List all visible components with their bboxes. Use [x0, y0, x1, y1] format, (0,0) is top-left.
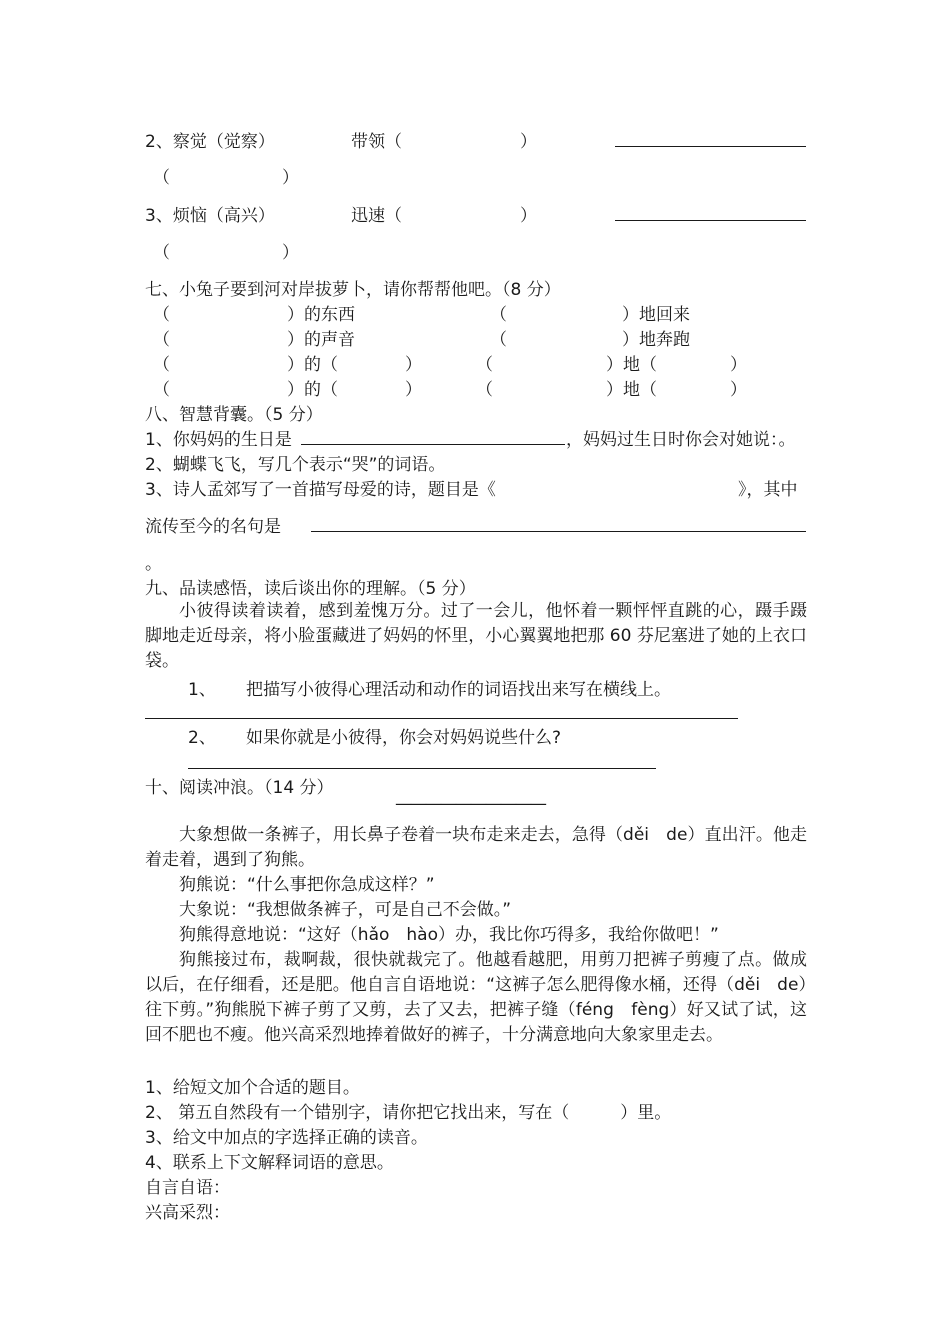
q8-2-text: 2、蝴蝶飞飞，写几个表示“哭”的词语。 [145, 455, 446, 475]
q9-2-answer-line[interactable] [188, 768, 656, 769]
s7-r4-r-text: ）地（ [606, 380, 657, 400]
q10-3-text: 3、给文中加点的字选择正确的读音。 [145, 1128, 428, 1148]
section8-title: 八、智慧背囊。（5 分） [145, 405, 323, 425]
q6-2-cont-close: ） [282, 168, 299, 188]
q6-3-cont-open: （ [153, 243, 170, 263]
q8-1-prefix: 1、你妈妈的生日是 [145, 430, 292, 450]
q10-2-text: 2、 第五自然段有一个错别字，请你把它找出来，写在（ ）里。 [145, 1103, 672, 1123]
story-paragraph-4: 狗熊得意地说：“这好（hǎo hào）办，我比你巧得多，我给你做吧！” [179, 925, 719, 945]
q8-3-suffix: 》，其中 [738, 480, 798, 500]
s7-r3-r-close: ） [730, 355, 747, 375]
q6-2-close: ） [520, 132, 537, 152]
q9-1-num: 1、 [188, 680, 216, 700]
s7-r2-l-open: （ [153, 330, 170, 350]
s7-r4-l-close: ） [405, 380, 422, 400]
q8-1-birthday-line[interactable] [301, 444, 565, 445]
q6-3-answer-line[interactable] [615, 220, 806, 221]
s7-r3-l-text: ）的（ [287, 355, 338, 375]
story-title-blank[interactable]: —————————— [395, 794, 545, 814]
s7-r1-r-text: ）地回来 [622, 305, 690, 325]
s7-r2-r-text: ）地奔跑 [622, 330, 690, 350]
s7-r4-r-close: ） [730, 380, 747, 400]
q6-3-word: 迅速（ [351, 206, 402, 226]
q6-3-close: ） [520, 206, 537, 226]
q6-2-word: 带领（ [351, 132, 402, 152]
s7-r1-l-text: ）的东西 [287, 305, 355, 325]
s7-r3-l-close: ） [405, 355, 422, 375]
q9-2-num: 2、 [188, 728, 216, 748]
story-paragraph-3: 大象说：“我想做条裤子，可是自己不会做。” [179, 900, 512, 920]
s7-r1-l-open: （ [153, 305, 170, 325]
s7-r2-l-text: ）的声音 [287, 330, 355, 350]
s7-r2-r-open: （ [490, 330, 507, 350]
q6-2-cont-open: （ [153, 168, 170, 188]
q6-2-label: 2、察觉（觉察） [145, 132, 275, 152]
q9-1-answer-line[interactable] [145, 718, 738, 719]
s7-r3-r-text: ）地（ [606, 355, 657, 375]
s7-r4-r-open: （ [476, 380, 493, 400]
q6-3-cont-close: ） [282, 243, 299, 263]
q9-1-text: 把描写小彼得心理活动和动作的词语找出来写在横线上。 [246, 680, 671, 700]
section7-title: 七、小兔子要到河对岸拔萝卜，请你帮帮他吧。（8 分） [145, 280, 561, 300]
s7-r4-l-open: （ [153, 380, 170, 400]
s7-r4-l-text: ）的（ [287, 380, 338, 400]
s7-r3-r-open: （ [476, 355, 493, 375]
story-paragraph-1: 大象想做一条裤子，用长鼻子卷着一块布走来走去，急得（děi de）直出汗。他走着走着，遇到了狗熊。 [145, 825, 807, 870]
term-xing-gao-cai-lie: 兴高采烈： [145, 1203, 230, 1223]
story-paragraph-5: 狗熊接过布，裁啊裁，很快就裁完了。他越看越肥，用剪刀把裤子剪瘦了点。做成以后，在仔细看，还是肥。他自言自语地说：“这裤子怎么肥得像水桶，还得（děi de）往下剪。”狗熊脱下裤子剪了又剪，去了又去，把裤子缝（féng fèng）好又试了试，这回不肥也不瘦。他兴高采烈地捧着做好的裤子，十分满意地向大象家里走去。 [145, 950, 807, 1045]
term-zi-yan-zi-yu: 自言自语： [145, 1178, 230, 1198]
q9-2-text: 如果你就是小彼得，你会对妈妈说些什么? [246, 728, 562, 748]
q8-1-suffix: ，妈妈过生日时你会对她说：。 [566, 430, 796, 450]
s7-r3-l-open: （ [153, 355, 170, 375]
q10-4-text: 4、联系上下文解释词语的意思。 [145, 1153, 394, 1173]
story-paragraph-2: 狗熊说：“什么事把你急成这样？” [179, 875, 435, 895]
q8-3-line2: 流传至今的名句是 [145, 517, 281, 537]
q8-3-end: 。 [145, 554, 162, 574]
section9-title: 九、品读感悟，读后谈出你的理解。（5 分） [145, 579, 476, 599]
s7-r1-r-open: （ [490, 305, 507, 325]
q8-3-prefix: 3、诗人孟郊写了一首描写母爱的诗，题目是《 [145, 480, 496, 500]
q8-3-quote-line[interactable] [311, 531, 806, 532]
q6-3-label: 3、烦恼（高兴） [145, 206, 275, 226]
section10-title: 十、阅读冲浪。（14 分） [145, 778, 334, 798]
q10-1-text: 1、给短文加个合适的题目。 [145, 1078, 360, 1098]
q6-2-answer-line[interactable] [615, 146, 806, 147]
section9-passage: 小彼得读着读着，感到羞愧万分。过了一会儿，他怀着一颗怦怦直跳的心，蹑手蹑脚地走近母亲，将小脸蛋藏进了妈妈的怀里，小心翼翼地把那 60 芬尼塞进了她的上衣口袋。 [145, 601, 807, 671]
